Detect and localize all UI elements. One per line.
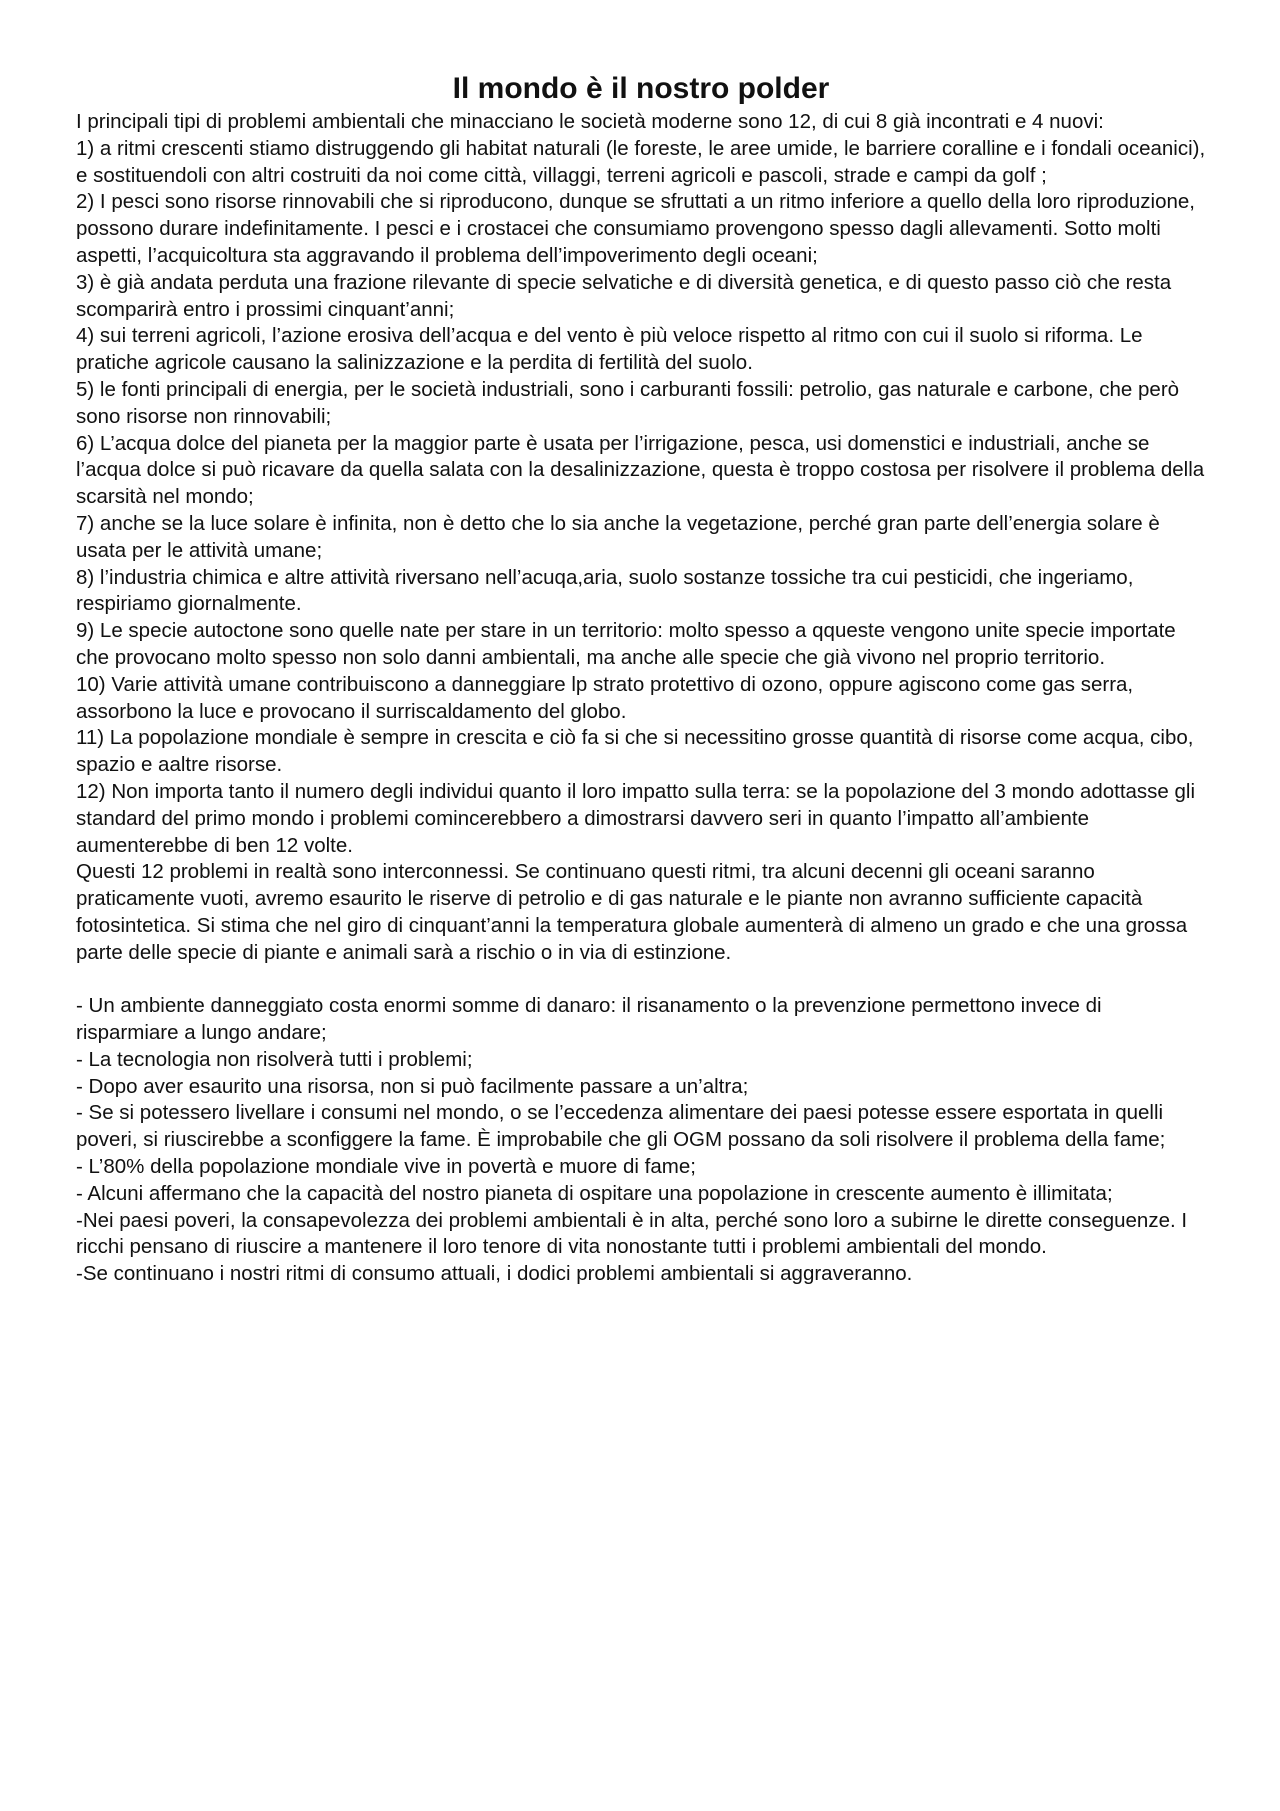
problem-item: 8) l’industria chimica e altre attività riversano nell’acuqa,aria, suolo sostanze tossiche tra cui pesticidi, che ingeriamo, respiriamo giornalmente. [76,565,1134,616]
bullet-point: -Se continuano i nostri ritmi di consumo attuali, i dodici problemi ambientali si aggraveranno. [76,1262,913,1286]
bullet-point: - Se si potessero livellare i consumi nel mondo, o se l’eccedenza alimentare dei paesi potesse essere esportata in quelli poveri, si riuscirebbe a sconfiggere la fame. È improbabile che gli OGM possano da soli risolvere il problema della fame; [76,1101,1166,1152]
problem-item: 4) sui terreni agricoli, l’azione erosiva dell’acqua e del vento è più veloce rispetto al ritmo con cui il suolo si riforma. Le pratiche agricole causano la salinizzazione e la perdita di fertilità del suolo. [76,324,1143,375]
problem-item: 10) Varie attività umane contribuiscono a danneggiare lp strato protettivo di ozono, oppure agiscono come gas serra, assorbono la luce e provocano il surriscaldamento del globo. [76,672,1134,723]
bullet-point: - Alcuni affermano che la capacità del nostro pianeta di ospitare una popolazione in crescente aumento è illimitata; [76,1181,1113,1205]
problem-item: 7) anche se la luce solare è infinita, non è detto che lo sia anche la vegetazione, perché gran parte dell’energia solare è usata per le attività umane; [76,511,1160,562]
bullet-point: -Nei paesi poveri, la consapevolezza dei problemi ambientali è in alta, perché sono loro a subirne le dirette conseguenze. I ricchi pensano di riuscire a mantenere il loro tenore di vita nonostante tutti i problemi ambientali del mondo. [76,1208,1188,1259]
problem-item: 5) le fonti principali di energia, per le società industriali, sono i carburanti fossili: petrolio, gas naturale e carbone, che però sono risorse non rinnovabili; [76,377,1180,428]
summary-paragraph: Questi 12 problemi in realtà sono interconnessi. Se continuano questi ritmi, tra alcuni decenni gli oceani saranno praticamente vuoti, avremo esaurito le riserve di petrolio e di gas naturale e le piante non avranno sufficiente capacità fotosintetica. Si stima che nel giro di cinquant’anni la temperatura globale aumenterà di almeno un grado e che una grossa parte delle specie di piante e animali sarà a rischio o in via di estinzione. [76,860,1188,964]
blank-line [76,967,1206,994]
bullet-point: - L’80% della popolazione mondiale vive in povertà e muore di fame; [76,1155,696,1179]
problem-item: 1) a ritmi crescenti stiamo distruggendo gli habitat naturali (le foreste, le aree umide, le barriere coralline e i fondali oceanici), e sostituendoli con altri costruiti da noi come città, villaggi, terreni agricoli e pascoli, strade e campi da golf ; [76,136,1206,187]
problem-item: 12) Non importa tanto il numero degli individui quanto il loro impatto sulla terra: se la popolazione del 3 mondo adottasse gli standard del primo mondo i problemi comincerebbero a dimostrarsi davvero seri in quanto l’impatto all’ambiente aumenterebbe di ben 12 volte. [76,779,1196,857]
bullet-point: - Un ambiente danneggiato costa enormi somme di danaro: il risanamento o la prevenzione permettono invece di risparmiare a lungo andare; [76,994,1102,1045]
problem-item: 3) è già andata perduta una frazione rilevante di specie selvatiche e di diversità genetica, e di questo passo ciò che resta scomparirà entro i prossimi cinquant’anni; [76,270,1172,321]
problem-item: 11) La popolazione mondiale è sempre in crescita e ciò fa si che si necessitino grosse quantità di risorse come acqua, cibo, spazio e aaltre risorse. [76,726,1194,777]
document-page [76,70,1206,1288]
problem-item: 9) Le specie autoctone sono quelle nate per stare in un territorio: molto spesso a qqueste vengono unite specie importate che provocano molto spesso non solo danni ambientali, ma anche alle specie che già vivono nel proprio territorio. [76,619,1176,669]
bullet-point: - La tecnologia non risolverà tutti i problemi; [76,1047,473,1071]
problem-item: 6) L’acqua dolce del pianeta per la maggior parte è usata per l’irrigazione, pesca, usi domenstici e industriali, anche se l’acqua dolce si può ricavare da quella salata con la desalinizzazione, questa è troppo costosa per risolvere il problema della scarsità nel mondo; [76,431,1205,509]
bullet-point: - Dopo aver esaurito una risorsa, non si può facilmente passare a un’altra; [76,1074,749,1098]
intro-paragraph: I principali tipi di problemi ambientali che minacciano le società moderne sono 12, di cui 8 già incontrati e 4 nuovi: [76,110,1104,133]
problem-item: 2) I pesci sono risorse rinnovabili che si riproducono, dunque se sfruttati a un ritmo inferiore a quello della loro riproduzione, possono durare indefinitamente. I pesci e i crostacei che consumiamo provengono spesso dagli allevamenti. Sotto molti aspetti, l’acquicoltura sta aggravando il problema dell’impoverimento degli oceani; [76,190,1195,267]
document-title: Il mondo è il nostro polder [452,72,830,105]
